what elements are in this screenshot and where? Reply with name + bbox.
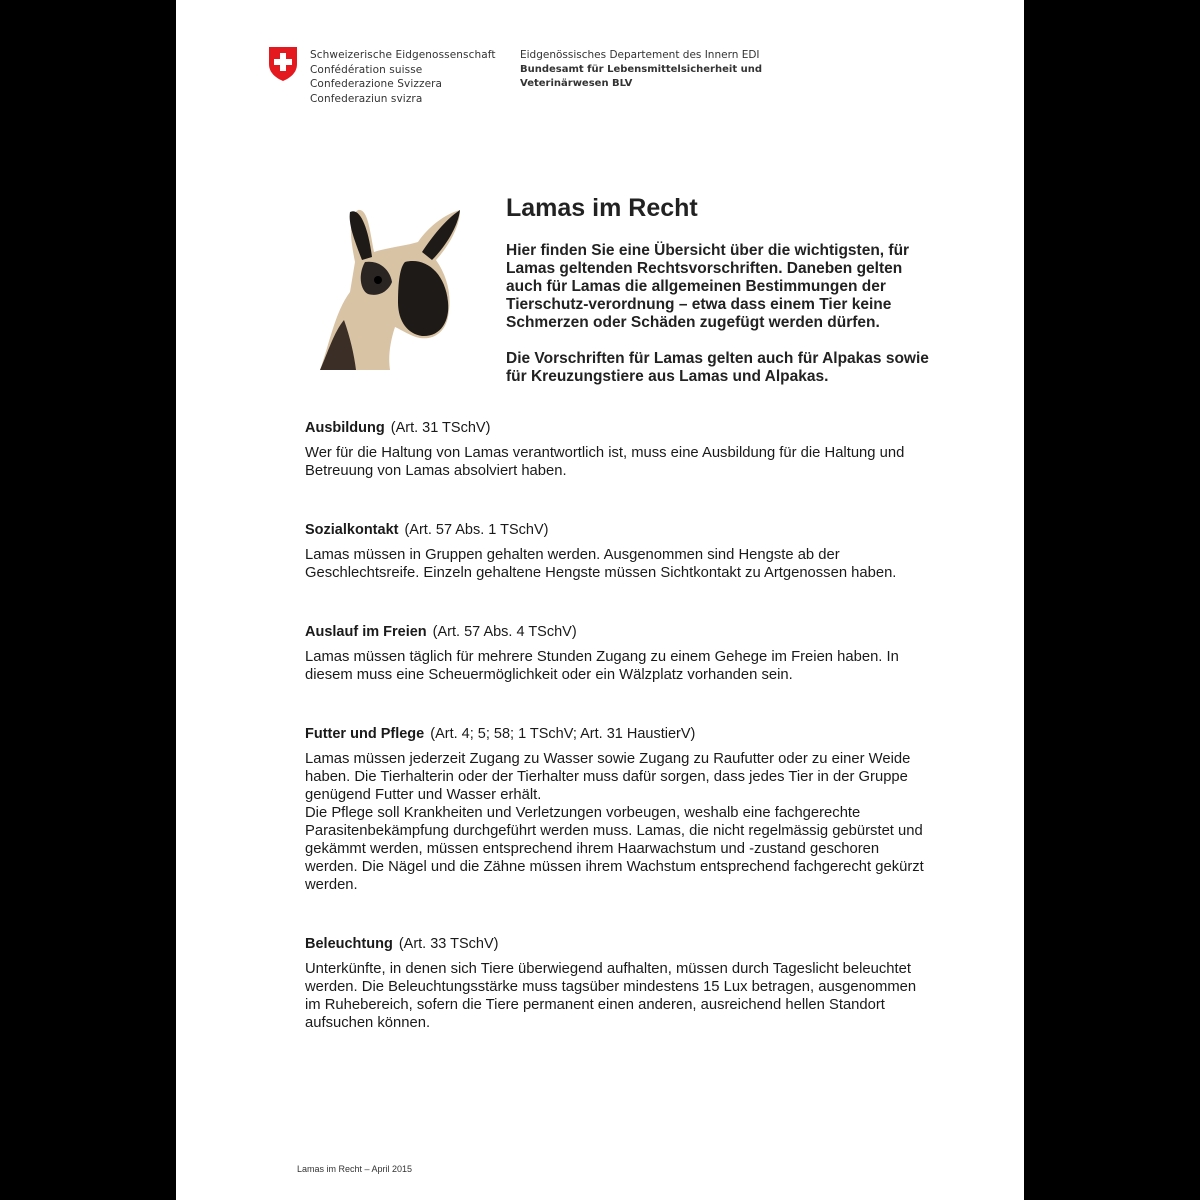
regulation-sections — [305, 420, 925, 1074]
section-title: Futter und Pflege — [305, 726, 425, 742]
llama-image — [310, 202, 470, 372]
federal-name-de: Schweizerische Eidgenossenschaft — [310, 49, 496, 61]
federal-name-it: Confederazione Svizzera — [310, 78, 443, 90]
section-heading — [305, 726, 925, 742]
federal-names — [310, 48, 496, 106]
section-heading — [305, 624, 925, 640]
department-block — [520, 48, 762, 92]
intro-text — [506, 242, 936, 404]
section-paragraph: Lamas müssen in Gruppen gehalten werden. Ausgenommen sind Hengste ab der Geschlechtsreife. Einzeln gehaltene Hengste müssen Sichtkontakt zu Artgenossen haben. — [305, 547, 897, 581]
section-reference: (Art. 57 Abs. 1 TSchV) — [404, 522, 549, 538]
section-reference: (Art. 4; 5; 58; 1 TSchV; Art. 31 HaustierV) — [430, 726, 696, 742]
section-body — [305, 960, 925, 1032]
section-futter-pflege — [305, 726, 925, 894]
section-body — [305, 648, 925, 684]
section-heading — [305, 522, 925, 538]
section-reference: (Art. 31 TSchV) — [390, 420, 491, 436]
page-footer: Lamas im Recht – April 2015 — [297, 1164, 413, 1174]
section-paragraph: Die Pflege soll Krankheiten und Verletzungen vorbeugen, weshalb eine fachgerechte Parasitenbekämpfung durchgeführt werden muss. Lamas, die nicht regelmässig gebürstet und gekämmt werden, müssen entsprechend ihrem Haarwachstum und -zustand geschoren werden. Die Nägel und die Zähne müssen ihrem Wachstum entsprechend fachgerecht gekürzt werden. — [305, 805, 924, 893]
intro-paragraph: Hier finden Sie eine Übersicht über die wichtigsten, für Lamas geltenden Rechtsvorschriften. Daneben gelten auch für Lamas die allgemeinen Bestimmungen der Tierschutz-verordnung – etwa dass einem Tier keine Schmerzen oder Schäden zugefügt werden dürfen. — [506, 242, 910, 331]
section-body — [305, 546, 925, 582]
section-title: Ausbildung — [305, 420, 385, 436]
section-sozialkontakt — [305, 522, 925, 582]
section-title: Auslauf im Freien — [305, 624, 427, 640]
section-auslauf — [305, 624, 925, 684]
document-page — [176, 0, 1024, 1200]
section-reference: (Art. 33 TSchV) — [398, 936, 499, 952]
section-ausbildung — [305, 420, 925, 480]
section-body — [305, 444, 925, 480]
section-body — [305, 750, 925, 894]
section-title: Beleuchtung — [305, 936, 393, 952]
section-paragraph: Lamas müssen jederzeit Zugang zu Wasser sowie Zugang zu Raufutter oder zu einer Weide haben. Die Tierhalterin oder der Tierhalter muss dafür sorgen, dass jedes Tier in der Gruppe genügend Futter und Wasser erhält. — [305, 751, 911, 803]
swiss-coat-of-arms-icon — [268, 46, 298, 82]
page-title: Lamas im Recht — [506, 194, 698, 222]
federal-name-fr: Confédération suisse — [310, 63, 423, 76]
section-reference: (Art. 57 Abs. 4 TSchV) — [432, 624, 577, 640]
section-heading — [305, 420, 925, 436]
section-title: Sozialkontakt — [305, 522, 399, 538]
office-name-line1: Bundesamt für Lebensmittelsicherheit und — [520, 63, 762, 75]
federal-name-rm: Confederaziun svizra — [310, 92, 423, 105]
section-paragraph: Wer für die Haltung von Lamas verantwortlich ist, muss eine Ausbildung für die Haltung und Betreuung von Lamas absolviert haben. — [305, 445, 905, 479]
section-beleuchtung — [305, 936, 925, 1032]
section-heading — [305, 936, 925, 952]
department-name: Eidgenössisches Departement des Innern EDI — [520, 49, 760, 61]
office-name-line2: Veterinärwesen BLV — [520, 78, 633, 89]
intro-paragraph: Die Vorschriften für Lamas gelten auch für Alpakas sowie für Kreuzungstiere aus Lamas und Alpakas. — [506, 350, 929, 385]
section-paragraph: Unterkünfte, in denen sich Tiere überwiegend aufhalten, müssen durch Tageslicht beleuchtet werden. Die Beleuchtungsstärke muss tagsüber mindestens 15 Lux betragen, ausgenommen im Ruhebereich, sofern die Tiere permanent einen anderen, ausreichend hellen Standort aufsuchen können. — [305, 961, 917, 1031]
section-paragraph: Lamas müssen täglich für mehrere Stunden Zugang zu einem Gehege im Freien haben. In diesem muss eine Scheuermöglichkeit oder ein Wälzplatz vorhanden sein. — [305, 649, 899, 683]
